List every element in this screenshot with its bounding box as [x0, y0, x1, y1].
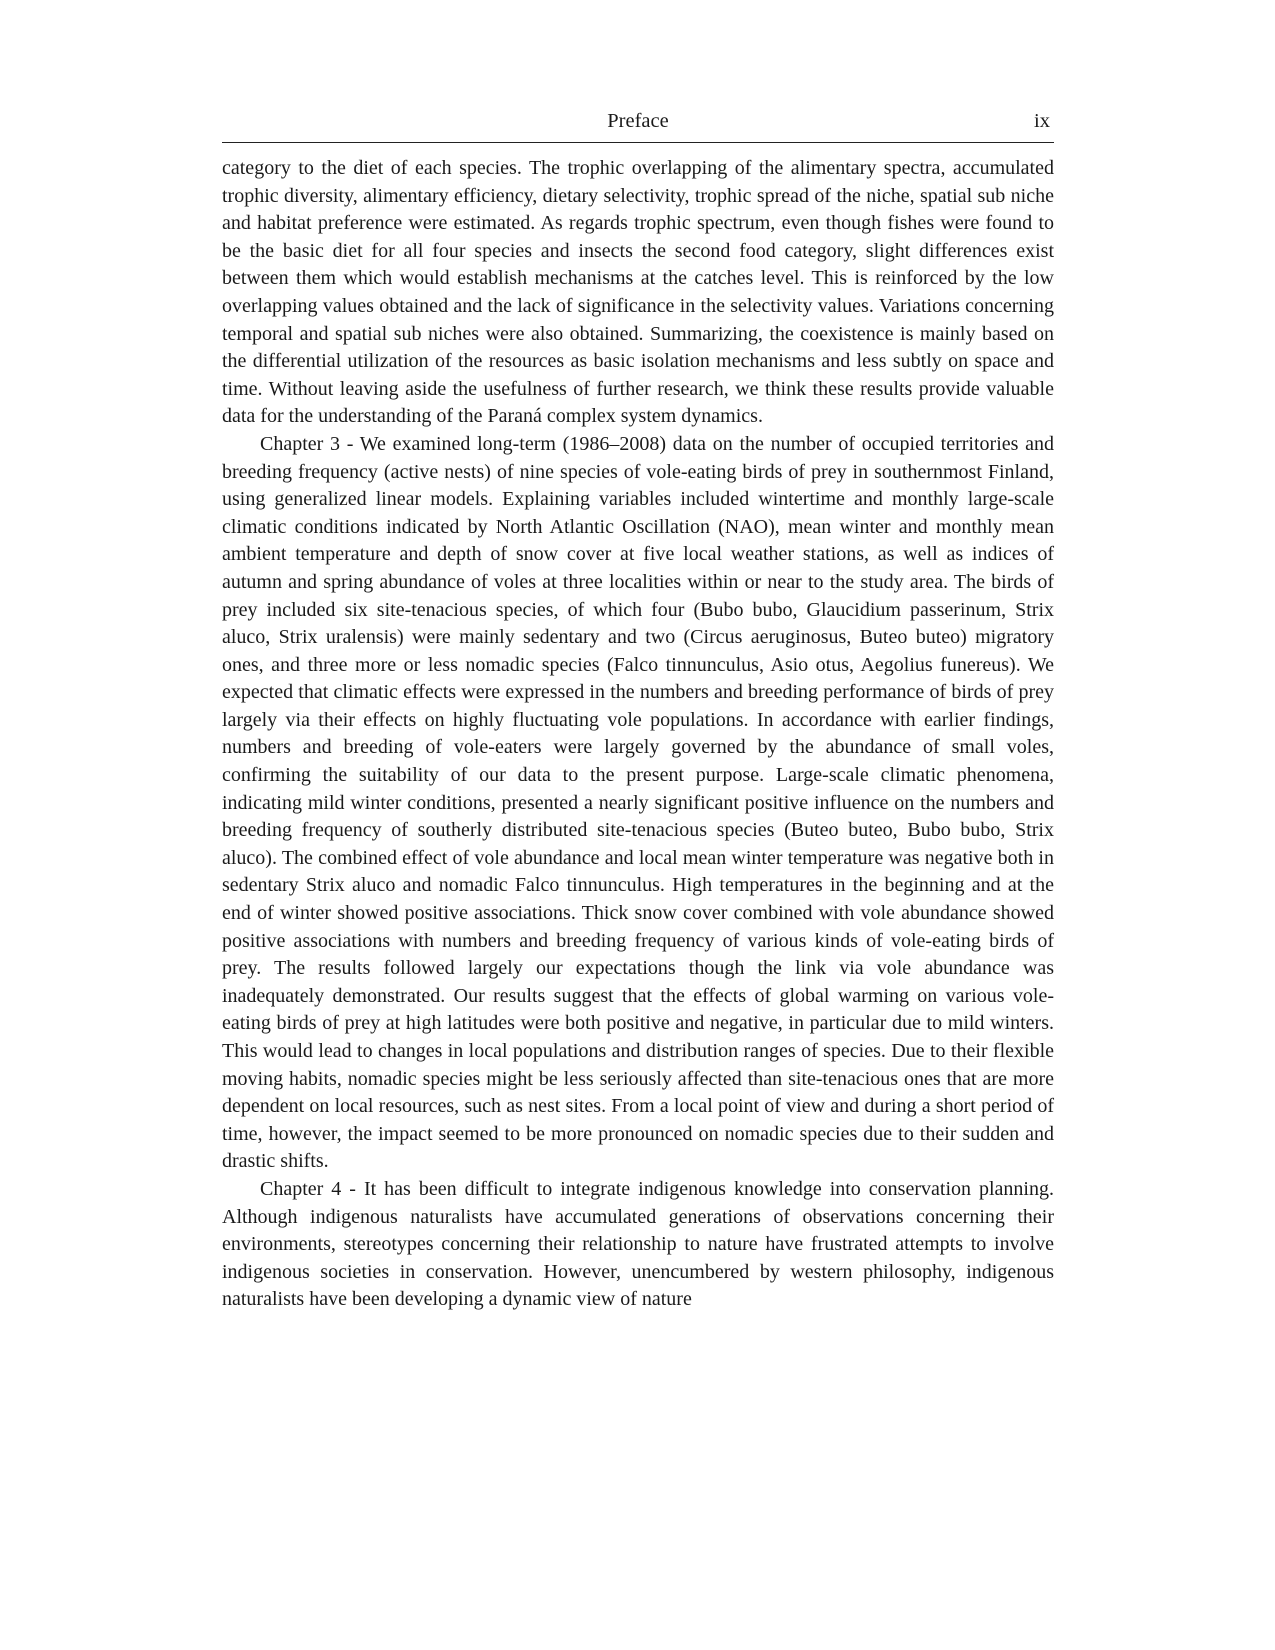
chapter-label: Chapter 4 -	[260, 1177, 364, 1200]
chapter-label: Chapter 3 -	[260, 432, 360, 455]
running-header	[222, 106, 1054, 143]
paragraph-text: category to the diet of each species. The trophic overlapping of the alimentary spectra, accumulated trophic diversity, alimentary efficiency, dietary selectivity, trophic spread of the niche, spatial sub niche and habitat preference were estimated. As regards trophic spectrum, even though fishes were found to be the basic diet for all four species and insects the second food category, slight differences exist between them which would establish mechanisms at the catches level. This is reinforced by the low overlapping values obtained and the lack of significance in the selectivity values. Variations concerning temporal and spatial sub niches were also obtained. Summarizing, the coexistence is mainly based on the differential utilization of the resources as basic isolation mechanisms and less subtly on space and time. Without leaving aside the usefulness of further research, we think these results provide valuable data for the understanding of the Paraná complex system dynamics.	[222, 157, 1054, 428]
paragraph-text: It has been difficult to integrate indigenous knowledge into conservation planning. Although indigenous naturalists have accumulated generations of observations concerning their environments, stereotypes concerning their relationship to nature have frustrated attempts to involve indigenous societies in conservation. However, unencumbered by western philosophy, indigenous naturalists have been developing a dynamic view of nature	[222, 1177, 1054, 1311]
paragraph-text: We examined long-term (1986–2008) data on the number of occupied territories and breeding frequency (active nests) of nine species of vole-eating birds of prey in southernmost Finland, using generalized linear models. Explaining variables included wintertime and monthly large-scale climatic conditions indicated by North Atlantic Oscillation (NAO), mean winter and monthly mean ambient temperature and depth of snow cover at five local weather stations, as well as indices of autumn and spring abundance of voles at three localities within or near to the study area. The birds of prey included six site-tenacious species, of which four (Bubo bubo, Glaucidium passerinum, Strix aluco, Strix uralensis) were mainly sedentary and two (Circus aeruginosus, Buteo buteo) migratory ones, and three more or less nomadic species (Falco tinnunculus, Asio otus, Aegolius funereus). We expected that climatic effects were expressed in the numbers and breeding performance of birds of prey largely via their effects on highly fluctuating vole populations. In accordance with earlier findings, numbers and breeding of vole-eaters were largely governed by the abundance of small voles, confirming the suitability of our data to the present purpose. Large-scale climatic phenomena, indicating mild winter conditions, presented a nearly significant positive influence on the numbers and breeding frequency of southerly distributed site-tenacious species (Buteo buteo, Bubo bubo, Strix aluco). The combined effect of vole abundance and local mean winter temperature was negative both in sedentary Strix aluco and nomadic Falco tinnunculus. High temperatures in the beginning and at the end of winter showed positive associations. Thick snow cover combined with vole abundance showed positive associations with numbers and breeding frequency of various kinds of vole-eating birds of prey. The results followed largely our expectations though the link via vole abundance was inadequately demonstrated. Our results suggest that the effects of global warming on various vole-eating birds of prey at high latitudes were both positive and negative, in particular due to mild winters. This would lead to changes in local populations and distribution ranges of species. Due to their flexible moving habits, nomadic species might be less seriously affected than site-tenacious ones that are more dependent on local resources, such as nest sites. From a local point of view and during a short period of time, however, the impact seemed to be more pronounced on nomadic species due to their sudden and drastic shifts.	[222, 432, 1055, 1173]
body-text	[222, 155, 1054, 1314]
page-number: ix	[1034, 110, 1050, 132]
paragraph-chapter-4	[222, 1176, 1054, 1314]
paragraph-chapter-3	[222, 431, 1054, 1176]
paragraph-continuation	[222, 155, 1054, 431]
running-title: Preface	[607, 110, 669, 132]
document-page	[222, 106, 1054, 1314]
